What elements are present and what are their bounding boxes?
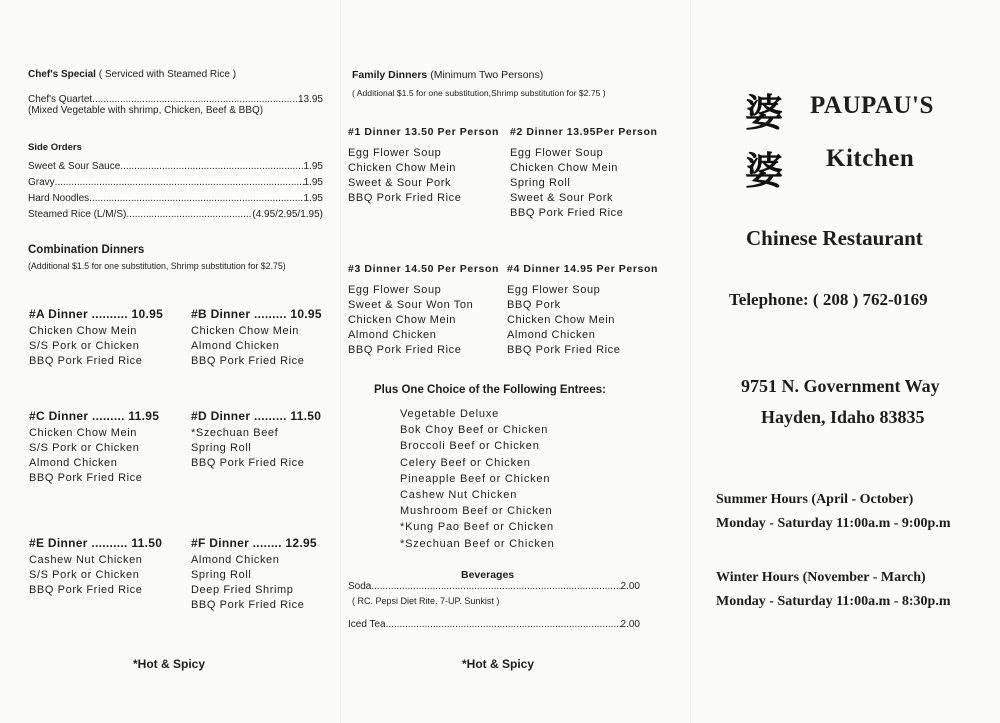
family-heading bbox=[352, 69, 543, 81]
restaurant-type: Chinese Restaurant bbox=[746, 226, 923, 250]
dinner-label: #C Dinner ......... 11.95 bbox=[29, 409, 160, 423]
family-dinner-3 bbox=[348, 262, 499, 358]
dinner-item: BBQ Pork Fried Rice bbox=[348, 192, 462, 204]
dinner-label: #D Dinner ......... 11.50 bbox=[191, 409, 322, 423]
soda-note: ( RC. Pepsi Diet Rite. 7-UP. Sunkist ) bbox=[352, 596, 500, 606]
item-name: Hard Noodles bbox=[28, 193, 90, 204]
dot-leader bbox=[89, 191, 303, 207]
dinner-item: Sweet & Sour Won Ton bbox=[348, 299, 474, 311]
dinner-item: Egg Flower Soup bbox=[507, 284, 601, 296]
entree-item: Pineapple Beef or Chicken bbox=[400, 472, 551, 485]
beverages-title: Beverages bbox=[461, 569, 515, 581]
fold-line-right bbox=[690, 0, 691, 723]
side-order-row bbox=[28, 207, 323, 223]
dinner-item: Spring Roll bbox=[191, 442, 252, 454]
item-price: 1.95 bbox=[303, 161, 323, 172]
item-name: Chef's Quartet bbox=[28, 94, 93, 105]
side-order-row bbox=[28, 191, 323, 207]
side-orders-list bbox=[28, 159, 323, 223]
side-orders-title: Side Orders bbox=[28, 142, 82, 153]
dinner-item: BBQ Pork Fried Rice bbox=[29, 472, 143, 484]
address-street: 9751 N. Government Way bbox=[741, 376, 940, 396]
dinner-item: S/S Pork or Chicken bbox=[29, 569, 140, 581]
combination-title: Combination Dinners bbox=[28, 244, 145, 256]
item-price: (4.95/2.95/1.95) bbox=[252, 209, 323, 220]
dinner-item: Egg Flower Soup bbox=[348, 284, 442, 296]
winter-hours-title: Winter Hours (November - March) bbox=[716, 570, 926, 585]
dinner-item: BBQ Pork Fried Rice bbox=[507, 344, 621, 356]
entree-item: *Kung Pao Beef or Chicken bbox=[400, 521, 554, 534]
dinner-item: BBQ Pork Fried Rice bbox=[29, 355, 143, 367]
dinner-label: #A Dinner .......... 10.95 bbox=[29, 307, 164, 321]
phone-number: Telephone: ( 208 ) 762-0169 bbox=[729, 290, 928, 309]
dinner-d bbox=[191, 409, 321, 471]
logo-character: 婆 bbox=[745, 90, 784, 135]
dinner-b bbox=[191, 307, 322, 369]
dinner-item: BBQ Pork Fried Rice bbox=[510, 207, 624, 219]
dinner-item: Almond Chicken bbox=[348, 329, 437, 341]
dinner-item: Almond Chicken bbox=[507, 329, 596, 341]
dinner-item: Almond Chicken bbox=[29, 457, 118, 469]
dinner-item: Almond Chicken bbox=[191, 340, 280, 352]
item-price: 2.00 bbox=[620, 619, 640, 630]
entrees-choice-title: Plus One Choice of the Following Entrees: bbox=[374, 384, 606, 396]
dinner-item: Egg Flower Soup bbox=[348, 147, 442, 159]
combination-note: (Additional $1.5 for one substitution, Shrimp substitution for $2.75) bbox=[28, 261, 286, 271]
item-name: Soda bbox=[348, 581, 372, 592]
entrees-list bbox=[400, 406, 555, 552]
dinner-item: Almond Chicken bbox=[191, 554, 280, 566]
dot-leader bbox=[371, 579, 620, 595]
dinner-item: Chicken Chow Mein bbox=[348, 162, 457, 174]
chefs-quartet-block bbox=[28, 92, 323, 117]
dinner-item: Chicken Chow Mein bbox=[510, 162, 619, 174]
dinner-item: Spring Roll bbox=[191, 569, 252, 581]
dinner-item: Chicken Chow Mein bbox=[29, 325, 138, 337]
dinner-item: BBQ Pork bbox=[507, 299, 561, 311]
dinner-label: #E Dinner .......... 11.50 bbox=[29, 536, 163, 550]
entree-item: *Szechuan Beef or Chicken bbox=[400, 537, 555, 550]
logo-character: 婆 bbox=[745, 148, 784, 193]
dinner-item: Spring Roll bbox=[510, 177, 571, 189]
side-order-row bbox=[28, 175, 323, 191]
panel-left bbox=[0, 0, 340, 723]
dinner-item: BBQ Pork Fried Rice bbox=[348, 344, 462, 356]
dinner-item: Sweet & Sour Pork bbox=[510, 192, 614, 204]
dinner-item: Chicken Chow Mein bbox=[29, 427, 138, 439]
dinner-label: #2 Dinner 13.95Per Person bbox=[510, 126, 658, 138]
dinner-f bbox=[191, 536, 317, 613]
entree-item: Mushroom Beef or Chicken bbox=[400, 505, 553, 518]
dot-leader bbox=[55, 175, 304, 191]
beverages-list bbox=[348, 579, 640, 633]
dot-leader bbox=[120, 159, 303, 175]
address-city: Hayden, Idaho 83835 bbox=[761, 407, 925, 427]
item-name: Gravy bbox=[28, 177, 55, 188]
dinner-item: *Szechuan Beef bbox=[191, 427, 279, 439]
restaurant-name: PAUPAU'S bbox=[810, 92, 934, 119]
dinner-item: S/S Pork or Chicken bbox=[29, 442, 140, 454]
beverage-row bbox=[348, 579, 640, 595]
summer-hours: Monday - Saturday 11:00a.m - 9:00p.m bbox=[716, 516, 951, 531]
side-order-row bbox=[28, 159, 323, 175]
chefs-special-heading bbox=[28, 69, 236, 80]
panel-right bbox=[700, 0, 1000, 723]
dinner-label: #1 Dinner 13.50 Per Person bbox=[348, 126, 500, 138]
dinner-label: #B Dinner ......... 10.95 bbox=[191, 307, 322, 321]
item-price: 2.00 bbox=[620, 581, 640, 592]
entree-item: Cashew Nut Chicken bbox=[400, 489, 518, 502]
dot-leader bbox=[386, 617, 621, 633]
dinner-item: Chicken Chow Mein bbox=[191, 325, 300, 337]
entree-item: Celery Beef or Chicken bbox=[400, 456, 531, 469]
item-name: Iced Tea bbox=[348, 619, 386, 630]
hot-spicy-note: *Hot & Spicy bbox=[462, 657, 535, 671]
entree-item: Broccoli Beef or Chicken bbox=[400, 440, 540, 453]
dinner-item: S/S Pork or Chicken bbox=[29, 340, 140, 352]
dot-leader bbox=[126, 207, 252, 223]
hot-spicy-note: *Hot & Spicy bbox=[133, 657, 206, 671]
dinner-item: BBQ Pork Fried Rice bbox=[29, 584, 143, 596]
entree-item: Bok Choy Beef or Chicken bbox=[400, 424, 549, 437]
chefs-special-note: ( Serviced with Steamed Rice ) bbox=[98, 69, 237, 80]
panel-middle bbox=[340, 0, 670, 723]
item-name: Sweet & Sour Sauce bbox=[28, 161, 121, 172]
item-price: 1.95 bbox=[303, 177, 323, 188]
dinner-item: BBQ Pork Fried Rice bbox=[191, 457, 305, 469]
dinner-item: BBQ Pork Fried Rice bbox=[191, 599, 305, 611]
summer-hours-title: Summer Hours (April - October) bbox=[716, 492, 914, 507]
dinner-a bbox=[29, 307, 163, 369]
beverage-row bbox=[348, 617, 640, 633]
dinner-item: BBQ Pork Fried Rice bbox=[191, 355, 305, 367]
winter-hours: Monday - Saturday 11:00a.m - 8:30p.m bbox=[716, 594, 951, 609]
item-desc: (Mixed Vegetable with shrimp, Chicken, Beef & BBQ) bbox=[28, 105, 264, 116]
dinner-item: Cashew Nut Chicken bbox=[29, 554, 143, 566]
chefs-special-title: Chef's Special bbox=[28, 69, 96, 80]
family-dinner-1 bbox=[348, 125, 499, 206]
dinner-label: #4 Dinner 14.95 Per Person bbox=[507, 263, 659, 275]
dinner-item: Egg Flower Soup bbox=[510, 147, 604, 159]
restaurant-name-line2: Kitchen bbox=[826, 145, 915, 172]
entree-item: Vegetable Deluxe bbox=[400, 408, 500, 420]
dinner-label: #3 Dinner 14.50 Per Person bbox=[348, 263, 500, 275]
family-title: Family Dinners bbox=[352, 69, 428, 81]
item-price: 1.95 bbox=[303, 193, 323, 204]
item-price: 13.95 bbox=[297, 94, 323, 105]
dinner-item: Deep Fried Shrimp bbox=[191, 584, 294, 596]
dinner-item: Chicken Chow Mein bbox=[507, 314, 616, 326]
dinner-item: Sweet & Sour Pork bbox=[348, 177, 452, 189]
family-dinner-4 bbox=[507, 262, 658, 358]
dinner-c bbox=[29, 409, 159, 486]
dinner-label: #F Dinner ........ 12.95 bbox=[191, 536, 317, 550]
family-dinner-2 bbox=[510, 125, 658, 221]
item-name: Steamed Rice (L/M/S) bbox=[28, 209, 127, 220]
dinner-item: Chicken Chow Mein bbox=[348, 314, 457, 326]
dinner-e bbox=[29, 536, 162, 598]
family-title-note: (Minimum Two Persons) bbox=[430, 69, 544, 81]
family-note: ( Additional $1.5 for one substitution,Shrimp substitution for $2.75 ) bbox=[352, 88, 606, 98]
